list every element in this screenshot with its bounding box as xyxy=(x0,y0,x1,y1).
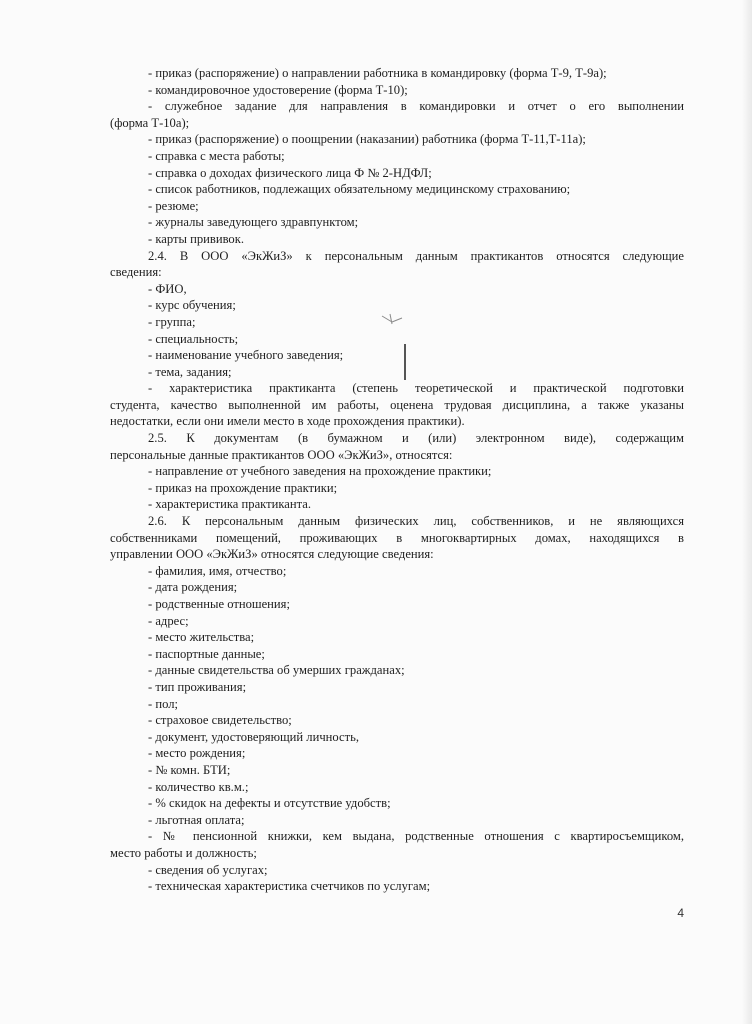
text-line: - адрес; xyxy=(148,613,189,628)
text-line: собственниками помещений, проживающих в многоквартирных домах, находящихся в xyxy=(110,530,684,545)
text-line: - курс обучения; xyxy=(148,298,236,313)
section-heading-2-4: 2.4. В ООО «ЭкЖиЗ» к персональным данным практикантов относятся следующие xyxy=(148,248,684,263)
text-line: - приказ на прохождение практики; xyxy=(148,480,338,495)
text-line: - характеристика практиканта. xyxy=(148,497,312,512)
text-line: - служебное задание для направления в командировки и отчет о его выполнении xyxy=(148,99,684,114)
scan-edge xyxy=(742,0,752,1024)
text-line: управлении ООО «ЭкЖиЗ» относятся следующие сведения: xyxy=(110,547,434,562)
text-line: - список работников, подлежащих обязательному медицинскому страхованию; xyxy=(148,182,571,197)
text-line: персональные данные практикантов ООО «ЭкЖиЗ», относятся: xyxy=(110,447,453,462)
text-line: - приказ (распоряжение) о направлении работника в командировку (форма Т-9, Т-9а); xyxy=(148,66,607,80)
text-line: - место жительства; xyxy=(148,630,255,645)
text-line: - приказ (распоряжение) о поощрении (наказании) работника (форма Т-11,Т-11а); xyxy=(148,132,586,147)
text-line: - № пенсионной книжки, кем выдана, родственные отношения с квартиросъемщиком, xyxy=(148,829,684,844)
text-line: - документ, удостоверяющий личность, xyxy=(148,729,359,744)
text-line: - справка с места работы; xyxy=(148,148,285,163)
text-line: - справка о доходах физического лица Ф № 2-НДФЛ; xyxy=(148,165,432,180)
text-line: студента, качество выполненной им работы, оценена трудовая дисциплина, а также указаны xyxy=(110,397,684,412)
text-line: - тип проживания; xyxy=(148,679,247,694)
text-line: - место рождения; xyxy=(148,746,246,761)
text-line: - сведения об услугах; xyxy=(148,862,268,877)
text-line: - резюме; xyxy=(148,198,199,213)
text-line: - количество кв.м.; xyxy=(148,779,249,794)
text-line: - родственные отношения; xyxy=(148,597,290,611)
text-line: - тема, задания; xyxy=(148,364,232,379)
text-line: - № комн. БТИ; xyxy=(148,762,231,777)
text-line: - техническая характеристика счетчиков по услугам; xyxy=(148,879,431,894)
pen-mark xyxy=(402,342,408,382)
text-line: - карты прививок. xyxy=(148,231,244,246)
text-line: - группа; xyxy=(148,314,196,329)
text-line: - страховое свидетельство; xyxy=(148,713,292,728)
pen-mark xyxy=(380,312,404,332)
text-line: - журналы заведующего здравпунктом; xyxy=(148,215,359,230)
text-line: - ФИО, xyxy=(148,281,187,296)
text-line: - дата рождения; xyxy=(148,580,238,595)
section-heading-2-6: 2.6. К персональным данным физических лиц, собственников, и не являющихся xyxy=(148,514,684,529)
text-line: - наименование учебного заведения; xyxy=(148,348,344,363)
text-line: - данные свидетельства об умерших гражданах; xyxy=(148,663,405,678)
text-line: - % скидок на дефекты и отсутствие удобств; xyxy=(148,796,391,811)
section-heading-2-5: 2.5. К документам (в бумажном и (или) электронном виде), содержащим xyxy=(148,431,684,446)
text-line: место работы и должность; xyxy=(110,845,257,860)
text-line: - паспортные данные; xyxy=(148,646,265,661)
text-line: недостатки, если они имели место в ходе прохождения практики). xyxy=(110,414,465,429)
text-line: - специальность; xyxy=(148,331,239,346)
text-line: - характеристика практиканта (степень теоретической и практической подготовки xyxy=(148,381,684,396)
text-line: - пол; xyxy=(148,696,178,711)
text-line: - льготная оплата; xyxy=(148,812,245,827)
text-line: сведения: xyxy=(110,265,162,280)
text-line: (форма Т-10а); xyxy=(110,115,190,130)
text-line: - командировочное удостоверение (форма Т-10); xyxy=(148,82,408,97)
text-line: - фамилия, имя, отчество; xyxy=(148,563,287,578)
page-number: 4 xyxy=(677,906,684,920)
text-line: - направление от учебного заведения на прохождение практики; xyxy=(148,464,492,479)
